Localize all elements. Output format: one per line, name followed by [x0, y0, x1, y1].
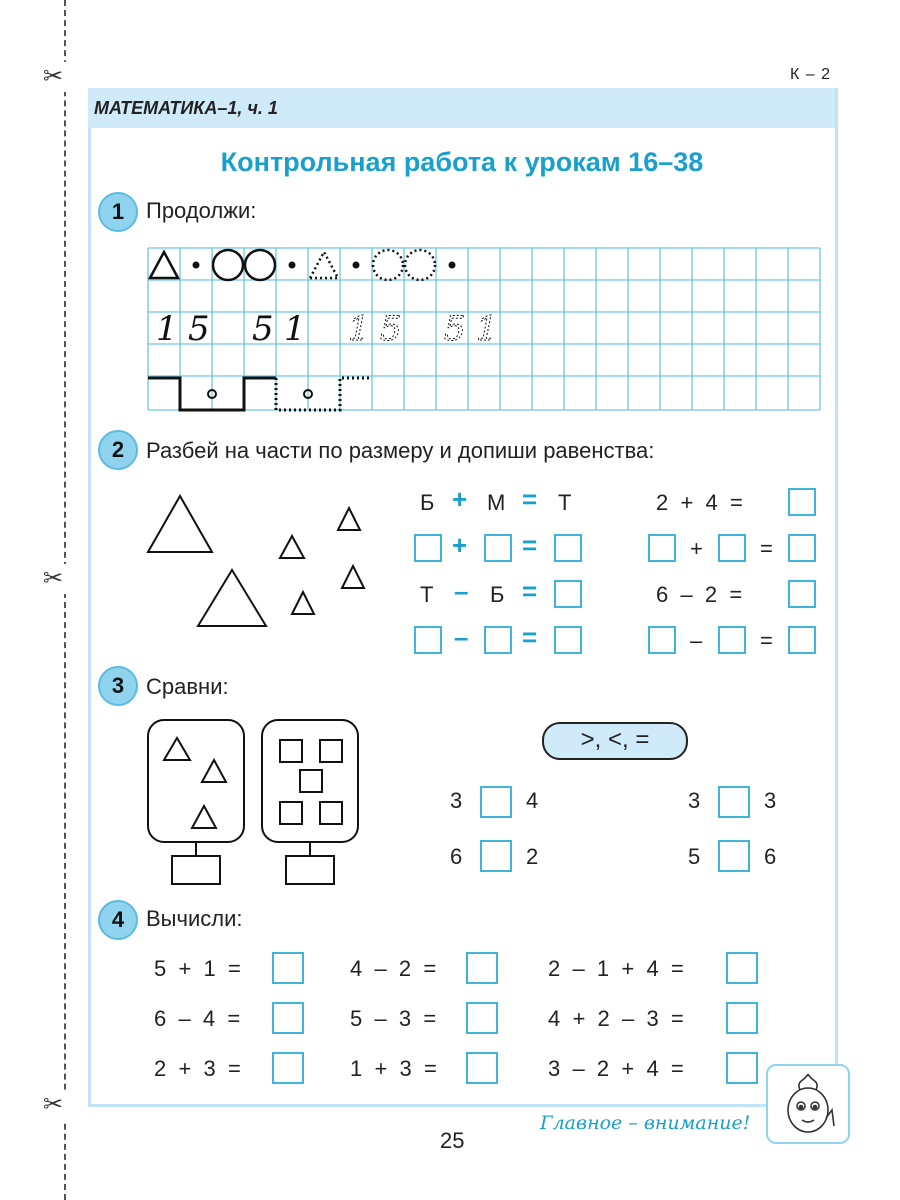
answer-box[interactable]	[272, 1052, 304, 1084]
compare-box[interactable]	[718, 786, 750, 818]
worksheet-code: К – 2	[790, 66, 832, 83]
task-number-2: 2	[98, 430, 138, 470]
calc-expression: 6 – 4 =	[154, 1006, 241, 1031]
cut-line	[64, 0, 66, 1200]
answer-box[interactable]	[272, 1002, 304, 1034]
plus-sign: +	[452, 530, 468, 560]
answer-box[interactable]	[788, 580, 816, 608]
equals-text: =	[760, 536, 773, 561]
compare-figure	[140, 712, 372, 892]
minus-sign: –	[454, 576, 469, 606]
digit: 5	[188, 309, 210, 349]
plus-sign: +	[452, 484, 468, 514]
compare-signs: >, <, =	[542, 722, 688, 760]
letter-m: М	[487, 490, 506, 515]
digit: 1	[284, 309, 306, 349]
task-number-1: 1	[98, 192, 138, 232]
calc-expression: 5 – 3 =	[350, 1006, 437, 1031]
compare-right: 3	[764, 788, 777, 813]
task-label-3: Сравни:	[146, 674, 229, 699]
letter-b: Б	[490, 582, 505, 607]
answer-box[interactable]	[726, 1002, 758, 1034]
calc-expression: 3 – 2 + 4 =	[548, 1056, 684, 1081]
answer-box[interactable]	[788, 626, 816, 654]
task-label-1: Продолжи:	[146, 198, 257, 223]
equation-text: 2 + 4 =	[656, 490, 743, 515]
motto-text: Главное – внимание!	[540, 1112, 751, 1134]
pattern-shapes	[150, 250, 456, 280]
digit: 5	[252, 309, 274, 349]
calc-expression: 2 – 1 + 4 =	[548, 956, 684, 981]
equals-sign: =	[522, 576, 538, 606]
calc-expression: 1 + 3 =	[350, 1056, 437, 1081]
answer-box[interactable]	[718, 626, 746, 654]
minus-sign: –	[454, 622, 469, 652]
equals-sign: =	[522, 484, 538, 514]
equals-text: =	[760, 628, 773, 653]
digit: 1	[156, 309, 178, 349]
calc-expression: 5 + 1 =	[154, 956, 241, 981]
answer-box[interactable]	[272, 952, 304, 984]
digit-dotted: 1	[348, 309, 370, 349]
answer-box[interactable]	[726, 952, 758, 984]
task-number-4: 4	[98, 900, 138, 940]
answer-box[interactable]	[718, 534, 746, 562]
onion-mascot-icon	[768, 1066, 848, 1142]
equals-sign: =	[522, 530, 538, 560]
triangles-figure	[140, 490, 380, 640]
equation-text: 6 – 2 =	[656, 582, 743, 607]
digit-dotted: 5	[380, 309, 402, 349]
compare-left: 5	[688, 844, 701, 869]
mascot-frame	[766, 1064, 850, 1144]
answer-box[interactable]	[484, 626, 512, 654]
calc-expression: 2 + 3 =	[154, 1056, 241, 1081]
task-label-2: Разбей на части по размеру и допиши равенства:	[146, 438, 655, 463]
compare-right: 2	[526, 844, 539, 869]
letter-t: Т	[420, 582, 434, 607]
equals-sign: =	[522, 622, 538, 652]
letter-t: Т	[558, 490, 572, 515]
answer-box[interactable]	[726, 1052, 758, 1084]
answer-box[interactable]	[554, 534, 582, 562]
answer-box[interactable]	[648, 626, 676, 654]
answer-box[interactable]	[414, 534, 442, 562]
compare-right: 6	[764, 844, 777, 869]
scissors-icon: ✂	[40, 1090, 66, 1120]
compare-left: 6	[450, 844, 463, 869]
calc-expression: 4 + 2 – 3 =	[548, 1006, 684, 1031]
task-label-4: Вычисли:	[146, 906, 243, 931]
page-title: Контрольная работа к урокам 16–38	[220, 147, 704, 177]
answer-box[interactable]	[466, 1002, 498, 1034]
answer-box[interactable]	[484, 534, 512, 562]
scissors-icon: ✂	[40, 564, 66, 594]
compare-left: 3	[450, 788, 463, 813]
minus-text: –	[690, 628, 703, 653]
answer-box[interactable]	[788, 534, 816, 562]
compare-box[interactable]	[480, 786, 512, 818]
answer-box[interactable]	[788, 488, 816, 516]
answer-box[interactable]	[554, 580, 582, 608]
task1-grid	[140, 240, 830, 420]
compare-right: 4	[526, 788, 539, 813]
digit-dotted: 1	[476, 309, 498, 349]
digit-dotted: 5	[444, 309, 466, 349]
answer-box[interactable]	[554, 626, 582, 654]
answer-box[interactable]	[466, 1052, 498, 1084]
compare-box[interactable]	[718, 840, 750, 872]
answer-box[interactable]	[414, 626, 442, 654]
plus-text: +	[690, 536, 703, 561]
task-number-3: 3	[98, 666, 138, 706]
compare-box[interactable]	[480, 840, 512, 872]
page-number: 25	[440, 1128, 465, 1153]
answer-box[interactable]	[648, 534, 676, 562]
compare-left: 3	[688, 788, 701, 813]
scissors-icon: ✂	[40, 62, 66, 92]
answer-box[interactable]	[466, 952, 498, 984]
calc-expression: 4 – 2 =	[350, 956, 437, 981]
letter-b: Б	[420, 490, 435, 515]
subject-label: МАТЕМАТИКА–1, ч. 1	[94, 98, 278, 118]
